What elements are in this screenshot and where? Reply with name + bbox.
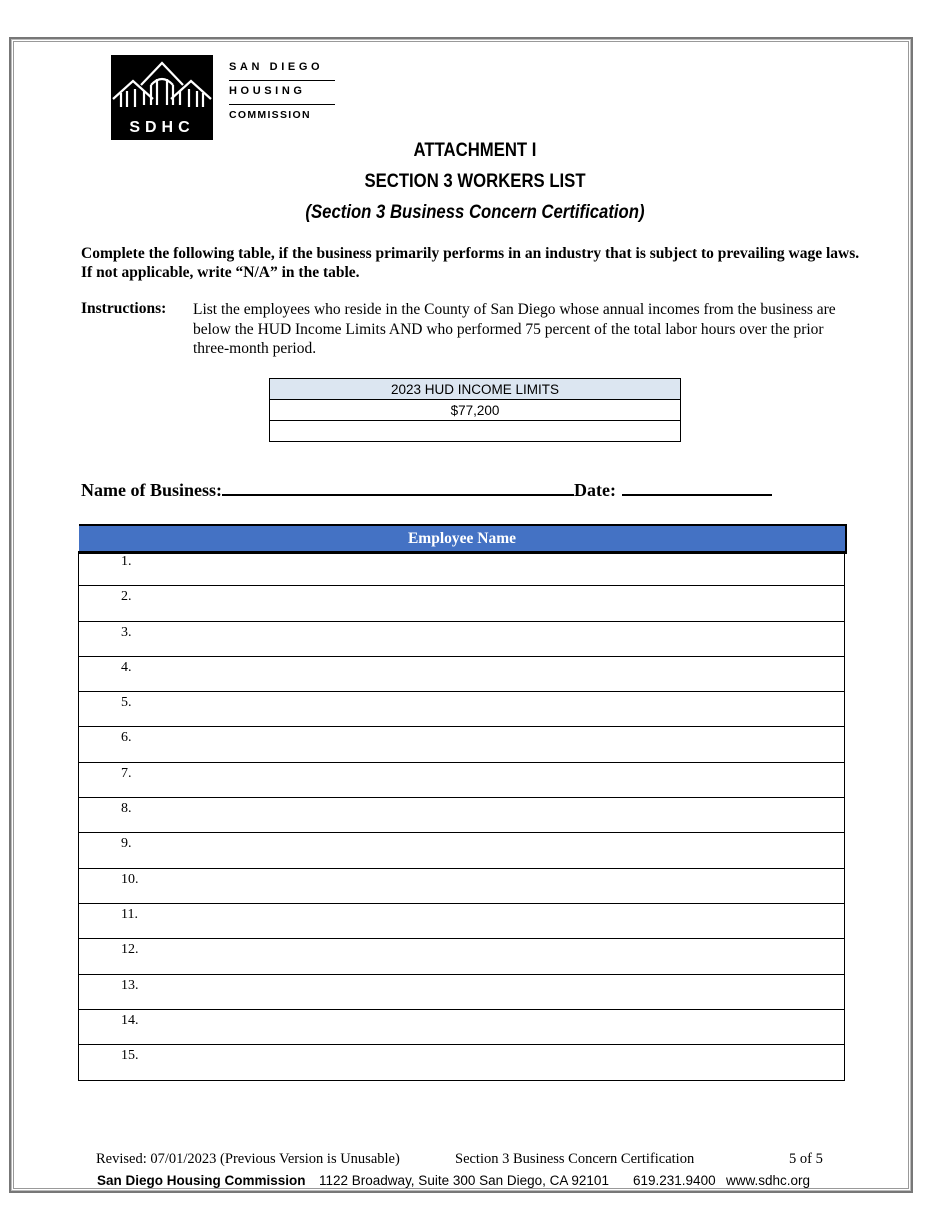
table-row[interactable] xyxy=(79,586,844,621)
logo-line-2: HOUSING xyxy=(229,81,335,105)
document-title: SECTION 3 WORKERS LIST xyxy=(364,171,586,192)
hud-table-header: 2023 HUD INCOME LIMITS xyxy=(270,379,681,400)
intro-paragraph: Complete the following table, if the business primarily performs in an industry that is subject to prevailing wage laws. If not applicable, write “N/A” in the table. xyxy=(81,245,860,281)
date-label: Date: xyxy=(574,480,616,500)
employee-table xyxy=(78,551,845,1081)
hud-income-table xyxy=(269,378,681,442)
row-number: 8. xyxy=(121,801,132,817)
table-row[interactable] xyxy=(79,1045,844,1080)
logo-letters: SDHC xyxy=(129,119,195,136)
table-row[interactable] xyxy=(79,692,844,727)
table-row[interactable] xyxy=(79,763,844,798)
row-number: 14. xyxy=(121,1012,139,1028)
row-number: 15. xyxy=(121,1048,139,1064)
sdhc-logo xyxy=(111,55,213,140)
footer-section: Section 3 Business Concern Certification xyxy=(455,1151,695,1167)
footer-org-name: San Diego Housing Commission xyxy=(97,1173,306,1188)
business-name-label: Name of Business: xyxy=(81,480,223,500)
date-field[interactable] xyxy=(622,476,772,496)
table-row[interactable] xyxy=(79,904,844,939)
business-date-line xyxy=(81,476,772,501)
row-number: 9. xyxy=(121,836,132,852)
employee-table-header: Employee Name xyxy=(79,524,847,554)
logo-line-3: COMMISSION xyxy=(229,109,311,121)
table-row[interactable] xyxy=(79,551,844,586)
row-number: 12. xyxy=(121,942,139,958)
footer-phone: 619.231.9400 xyxy=(633,1173,716,1188)
table-row[interactable] xyxy=(79,622,844,657)
row-number: 5. xyxy=(121,695,132,711)
table-row[interactable] xyxy=(79,1010,844,1045)
row-number: 3. xyxy=(121,624,132,640)
footer-page-number: 5 of 5 xyxy=(789,1151,823,1167)
logo-line-1: SAN DIEGO xyxy=(229,57,335,81)
table-row[interactable] xyxy=(79,869,844,904)
table-row[interactable] xyxy=(79,939,844,974)
row-number: 1. xyxy=(121,554,132,569)
business-name-field[interactable] xyxy=(222,476,574,496)
table-row[interactable] xyxy=(79,975,844,1010)
row-number: 2. xyxy=(121,589,132,605)
table-row[interactable] xyxy=(79,727,844,762)
row-number: 10. xyxy=(121,871,139,887)
footer-revised: Revised: 07/01/2023 (Previous Version is Unusable) xyxy=(96,1151,400,1167)
table-row[interactable] xyxy=(79,798,844,833)
row-number: 11. xyxy=(121,906,138,922)
row-number: 4. xyxy=(121,659,132,675)
hud-income-value: $77,200 xyxy=(270,400,681,421)
table-row[interactable] xyxy=(79,833,844,868)
row-number: 13. xyxy=(121,977,139,993)
document-subtitle: (Section 3 Business Concern Certification) xyxy=(305,202,645,223)
houses-icon xyxy=(111,55,213,117)
row-number: 7. xyxy=(121,765,132,781)
attachment-title: ATTACHMENT I xyxy=(413,140,537,161)
hud-blank-cell[interactable] xyxy=(270,421,681,442)
logo-wordmark xyxy=(229,57,335,128)
table-row[interactable] xyxy=(79,657,844,692)
row-number: 6. xyxy=(121,730,132,746)
instructions-label: Instructions: xyxy=(81,300,167,317)
instructions-text: List the employees who reside in the County of San Diego whose annual incomes from the business are below the HUD Income Limits AND who performed 75 percent of the total labor hours over the prior three-month period. xyxy=(193,301,836,357)
footer-address: 1122 Broadway, Suite 300 San Diego, CA 92101 xyxy=(319,1173,609,1188)
footer-website[interactable]: www.sdhc.org xyxy=(726,1173,811,1188)
